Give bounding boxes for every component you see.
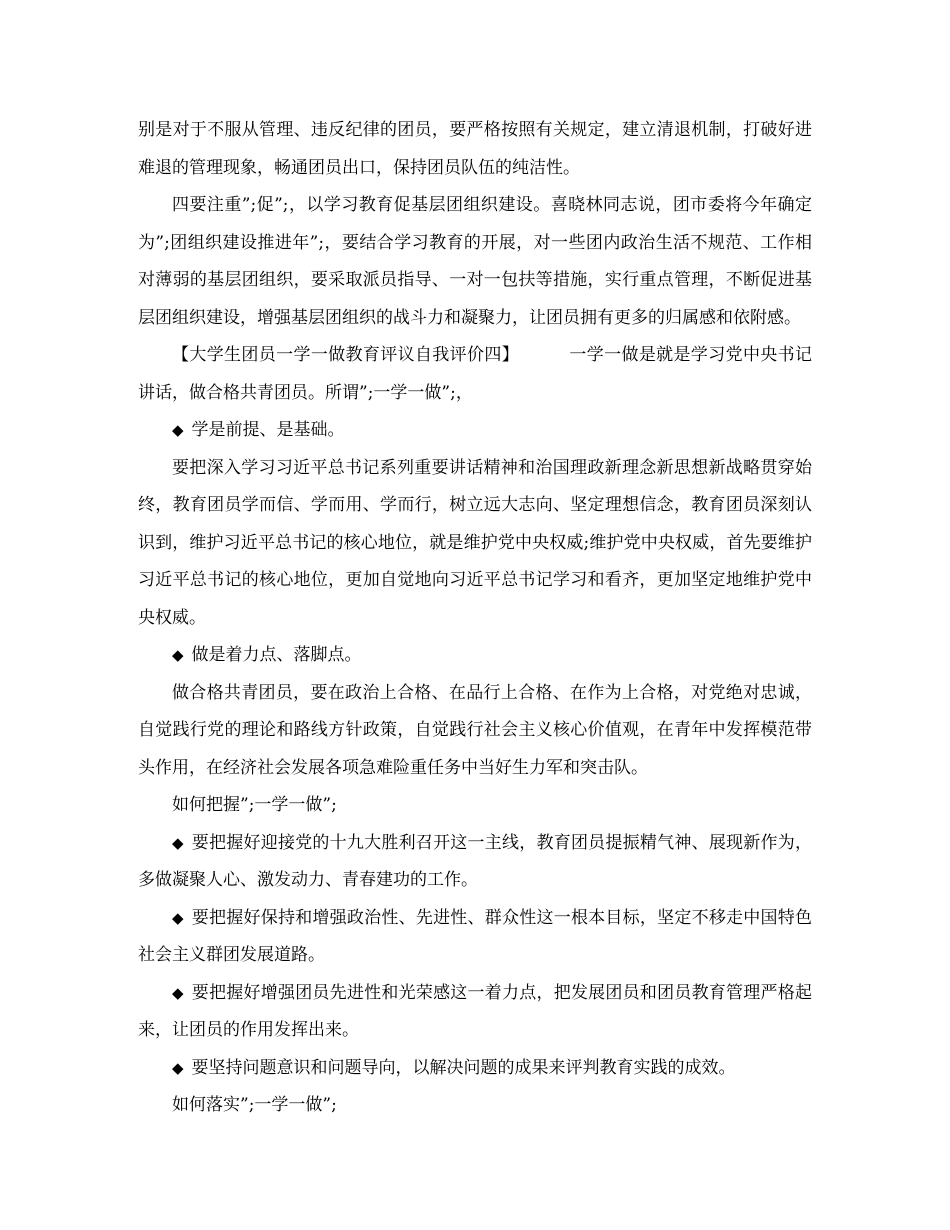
paragraph-text: 要坚持问题意识和问题导向，以解决问题的成果来评判教育实践的成效。 (191, 1057, 736, 1078)
paragraph-text: 如何把握”;一学一做”; (172, 795, 337, 815)
paragraph-text: 要把握好保持和增强政治性、先进性、群众性这一根本目标，坚定不移走中国特色社会主义群团发展道路。 (138, 907, 812, 965)
bullet-paragraph-1 (138, 412, 812, 450)
diamond-bullet-icon: ◆ (172, 983, 184, 1002)
section-heading: 【大学生团员一学一做教育评议自我评价四】 (172, 345, 520, 365)
paragraph-13 (138, 1087, 812, 1125)
bullet-paragraph-3 (138, 825, 812, 900)
paragraph-text: 做合格共青团员，要在政治上合格、在品行上合格、在作为上合格，对党绝对忠诚，自觉践行党的理论和路线方针政策，自觉践行社会主义核心价值观，在青年中发挥模范带头作用，在经济社会发展各项急难险重任务中当好生力军和突击队。 (138, 682, 812, 778)
paragraph-1 (138, 112, 812, 187)
paragraph-7 (138, 675, 812, 788)
paragraph-5 (138, 450, 812, 638)
paragraph-8 (138, 787, 812, 825)
bullet-paragraph-6 (138, 1050, 812, 1088)
paragraph-2 (138, 187, 812, 337)
paragraph-text: 要把握好迎接党的十九大胜利召开这一主线，教育团员提振精气神、展现新作为，多做凝聚人心、激发动力、青春建功的工作。 (138, 832, 812, 890)
section-heading-paragraph (138, 337, 812, 412)
document-page (138, 112, 812, 1125)
bullet-paragraph-2 (138, 637, 812, 675)
diamond-bullet-icon: ◆ (172, 1058, 184, 1077)
bullet-paragraph-5 (138, 975, 812, 1050)
diamond-bullet-icon: ◆ (172, 908, 184, 927)
diamond-bullet-icon: ◆ (172, 833, 184, 852)
paragraph-text: 如何落实”;一学一做”; (172, 1095, 337, 1115)
paragraph-text: 要把深入学习习近平总书记系列重要讲话精神和治国理政新理念新思想新战略贯穿始终，教育团员学而信、学而用、学而行，树立远大志向、坚定理想信念，教育团员深刻认识到，维护习近平总书记的核心地位，就是维护党中央权威;维护党中央权威，首先要维护习近平总书记的核心地位，更加自觉地向习近平总书记学习和看齐，更加坚定地维护党中央权威。 (138, 457, 812, 628)
paragraph-text: 四要注重”;促”;，以学习教育促基层团组织建设。喜晓林同志说，团市委将今年确定为”;团组织建设推进年”;，要结合学习教育的开展，对一些团内政治生活不规范、工作相对薄弱的基层团组织，要采取派员指导、一对一包扶等措施，实行重点管理，不断促进基层团组织建设，增强基层团组织的战斗力和凝聚力，让团员拥有更多的归属感和依附感。 (138, 195, 812, 328)
paragraph-text: 别是对于不服从管理、违反纪律的团员，要严格按照有关规定，建立清退机制，打破好进难退的管理现象，畅通团员出口，保持团员队伍的纯洁性。 (138, 120, 812, 178)
diamond-bullet-icon: ◆ (172, 421, 184, 439)
bullet-paragraph-4 (138, 900, 812, 975)
paragraph-text: 要把握好增强团员先进性和光荣感这一着力点，把发展团员和团员教育管理严格起来，让团员的作用发挥出来。 (138, 982, 812, 1040)
diamond-bullet-icon: ◆ (172, 646, 184, 664)
paragraph-text: 做是着力点、落脚点。 (191, 645, 362, 665)
paragraph-text: 学是前提、是基础。 (191, 420, 345, 440)
paragraph-text: 一学一做是就是学习党中央书记讲话，做合格共青团员。所谓”;一学一做”;， (138, 345, 813, 403)
